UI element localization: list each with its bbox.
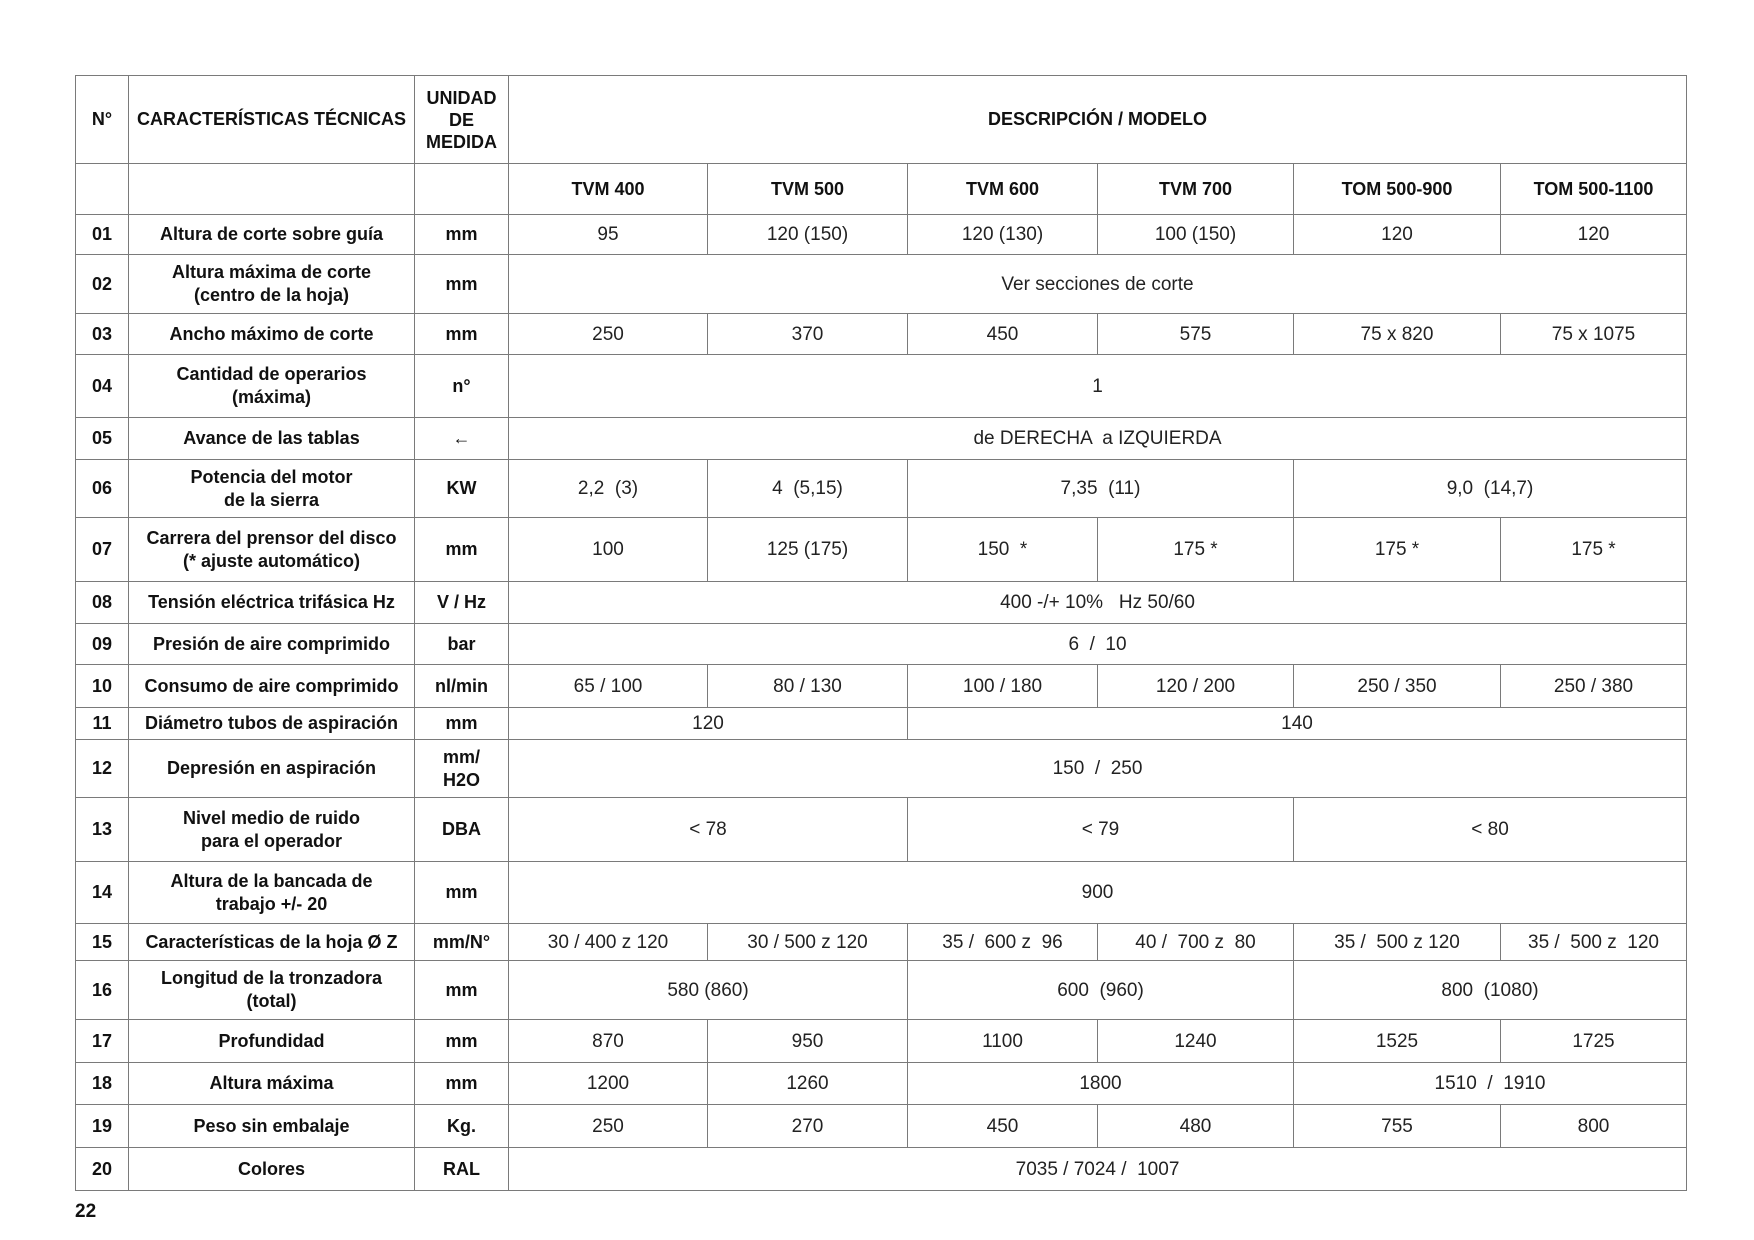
row-value: 95 xyxy=(509,215,708,255)
row-unit xyxy=(415,582,509,624)
spec-row xyxy=(76,314,1687,355)
row-unit xyxy=(415,215,509,255)
row-value: 4 (5,15) xyxy=(708,460,908,518)
spec-row xyxy=(76,740,1687,798)
row-value: 7,35 (11) xyxy=(908,460,1294,518)
header-descripcion: DESCRIPCIÓN / MODELO xyxy=(509,76,1687,164)
row-value: 35 / 500 z 120 xyxy=(1501,924,1687,961)
row-value: 250 / 380 xyxy=(1501,665,1687,708)
row-label-line: Altura máxima xyxy=(209,1073,334,1093)
model-header: TVM 400 xyxy=(509,164,708,215)
row-value: 575 xyxy=(1098,314,1294,355)
row-number: 13 xyxy=(76,798,129,862)
header-unidad-line: DE xyxy=(448,109,474,130)
row-unit xyxy=(415,460,509,518)
row-number: 02 xyxy=(76,255,129,314)
row-label-line: trabajo +/- 20 xyxy=(215,893,328,914)
row-unit-line: H2O xyxy=(442,769,480,790)
row-value: 600 (960) xyxy=(908,961,1294,1020)
header-row xyxy=(76,76,1687,164)
model-header: TVM 600 xyxy=(908,164,1098,215)
row-value: 370 xyxy=(708,314,908,355)
model-header: TVM 700 xyxy=(1098,164,1294,215)
spec-row xyxy=(76,1105,1687,1148)
spec-row xyxy=(76,624,1687,665)
row-label-line: Potencia del motor xyxy=(190,466,353,487)
spec-row xyxy=(76,961,1687,1020)
models-blank-unit xyxy=(415,164,509,215)
header-unidad-line: MEDIDA xyxy=(426,131,497,152)
row-label-line: (máxima) xyxy=(231,387,312,407)
row-value: 480 xyxy=(1098,1105,1294,1148)
page-number: 22 xyxy=(75,1201,97,1222)
models-blank-num xyxy=(76,164,129,215)
row-number: 19 xyxy=(76,1105,129,1148)
row-unit-line: ← xyxy=(452,428,471,448)
row-unit-line: V / Hz xyxy=(436,592,486,612)
row-value: 125 (175) xyxy=(708,518,908,582)
spec-row xyxy=(76,862,1687,924)
row-label-line: Depresión en aspiración xyxy=(166,758,377,778)
row-label xyxy=(129,418,415,460)
row-unit xyxy=(415,314,509,355)
row-value: 140 xyxy=(908,708,1687,740)
row-value: 800 (1080) xyxy=(1294,961,1687,1020)
spec-body xyxy=(76,215,1687,1191)
row-label xyxy=(129,708,415,740)
spec-row xyxy=(76,418,1687,460)
row-number: 20 xyxy=(76,1148,129,1191)
row-unit-line: mm xyxy=(445,713,478,733)
row-label-line: Consumo de aire comprimido xyxy=(144,675,399,696)
spec-row xyxy=(76,355,1687,418)
row-value: 450 xyxy=(908,1105,1098,1148)
spec-row xyxy=(76,255,1687,314)
row-label xyxy=(129,1148,415,1191)
row-number: 06 xyxy=(76,460,129,518)
row-number: 11 xyxy=(76,708,129,740)
row-number: 14 xyxy=(76,862,129,924)
row-value: 100 xyxy=(509,518,708,582)
row-label-line: de la sierra xyxy=(223,489,320,510)
row-value: 755 xyxy=(1294,1105,1501,1148)
row-value: 175 * xyxy=(1501,518,1687,582)
row-label-line: Diámetro tubos de aspiración xyxy=(144,713,399,733)
row-unit xyxy=(415,1063,509,1105)
row-label-line: Avance de las tablas xyxy=(183,428,360,448)
row-label xyxy=(129,798,415,862)
row-unit-line: mm/N° xyxy=(432,931,491,952)
spec-row xyxy=(76,1063,1687,1105)
row-unit-line: bar xyxy=(447,633,476,654)
row-value: 580 (860) xyxy=(509,961,908,1020)
row-value: 250 xyxy=(509,1105,708,1148)
row-label xyxy=(129,624,415,665)
header-caracteristicas: CARACTERÍSTICAS TÉCNICAS xyxy=(129,76,415,164)
row-value: 2,2 (3) xyxy=(509,460,708,518)
row-unit xyxy=(415,355,509,418)
row-unit-line: Kg. xyxy=(447,1115,476,1136)
row-number: 15 xyxy=(76,924,129,961)
spec-row xyxy=(76,924,1687,961)
row-unit xyxy=(415,518,509,582)
row-label-line: Altura máxima de corte xyxy=(171,262,372,282)
row-label xyxy=(129,665,415,708)
row-value: < 79 xyxy=(908,798,1294,862)
row-value: 400 -/+ 10% Hz 50/60 xyxy=(509,582,1687,624)
row-value: 30 / 500 z 120 xyxy=(708,924,908,961)
model-header: TOM 500-900 xyxy=(1294,164,1501,215)
row-value: 1725 xyxy=(1501,1020,1687,1063)
row-label-line: Nivel medio de ruido xyxy=(182,807,361,828)
row-number: 01 xyxy=(76,215,129,255)
spec-row xyxy=(76,518,1687,582)
row-value: 80 / 130 xyxy=(708,665,908,708)
row-label xyxy=(129,215,415,255)
row-number: 09 xyxy=(76,624,129,665)
spec-row xyxy=(76,1148,1687,1191)
row-value: 175 * xyxy=(1294,518,1501,582)
row-unit-line: mm xyxy=(445,273,478,294)
row-value: 150 * xyxy=(908,518,1098,582)
row-value: 6 / 10 xyxy=(509,624,1687,665)
row-label xyxy=(129,924,415,961)
row-value: 100 / 180 xyxy=(908,665,1098,708)
row-value: 1240 xyxy=(1098,1020,1294,1063)
row-number: 05 xyxy=(76,418,129,460)
models-blank-label xyxy=(129,164,415,215)
row-label xyxy=(129,1063,415,1105)
row-value: 35 / 500 z 120 xyxy=(1294,924,1501,961)
row-number: 04 xyxy=(76,355,129,418)
row-value: 75 x 1075 xyxy=(1501,314,1687,355)
models-row xyxy=(76,164,1687,215)
row-unit-line: mm xyxy=(445,882,478,902)
row-label xyxy=(129,355,415,418)
row-label xyxy=(129,740,415,798)
row-label-line: (* ajuste automático) xyxy=(182,550,361,571)
row-unit-line: mm/ xyxy=(442,746,480,767)
row-value: 270 xyxy=(708,1105,908,1148)
model-header: TOM 500-1100 xyxy=(1501,164,1687,215)
row-value: 1510 / 1910 xyxy=(1294,1063,1687,1105)
row-unit xyxy=(415,740,509,798)
row-label-line: Carrera del prensor del disco xyxy=(146,527,397,548)
row-unit-line: mm xyxy=(445,224,478,244)
row-label xyxy=(129,961,415,1020)
row-number: 17 xyxy=(76,1020,129,1063)
row-value: 100 (150) xyxy=(1098,215,1294,255)
row-unit-line: mm xyxy=(445,323,478,344)
row-unit xyxy=(415,418,509,460)
row-unit-line: nl/min xyxy=(435,675,488,696)
row-label-line: Tensión eléctrica trifásica Hz xyxy=(148,592,395,612)
row-unit-line: DBA xyxy=(442,819,481,839)
row-value: 120 (130) xyxy=(908,215,1098,255)
row-label-line: (centro de la hoja) xyxy=(193,285,350,305)
row-label xyxy=(129,255,415,314)
row-label xyxy=(129,460,415,518)
row-label-line: Altura de corte sobre guía xyxy=(159,224,384,244)
row-value: 1200 xyxy=(509,1063,708,1105)
row-unit xyxy=(415,1148,509,1191)
row-value: 9,0 (14,7) xyxy=(1294,460,1687,518)
row-value: 120 xyxy=(509,708,908,740)
row-value: 250 xyxy=(509,314,708,355)
row-value: 900 xyxy=(509,862,1687,924)
spec-row xyxy=(76,665,1687,708)
row-number: 10 xyxy=(76,665,129,708)
spec-row xyxy=(76,582,1687,624)
row-value: 1 xyxy=(509,355,1687,418)
row-value: 120 / 200 xyxy=(1098,665,1294,708)
row-value: 30 / 400 z 120 xyxy=(509,924,708,961)
row-value: < 80 xyxy=(1294,798,1687,862)
row-value: 1525 xyxy=(1294,1020,1501,1063)
row-value: 1800 xyxy=(908,1063,1294,1105)
row-unit xyxy=(415,708,509,740)
spec-row xyxy=(76,708,1687,740)
row-label-line: Cantidad de operarios xyxy=(176,364,367,384)
row-value: de DERECHA a IZQUIERDA xyxy=(509,418,1687,460)
spec-row xyxy=(76,798,1687,862)
row-label xyxy=(129,314,415,355)
row-value: 120 xyxy=(1294,215,1501,255)
row-unit xyxy=(415,924,509,961)
header-unidad xyxy=(415,76,509,164)
row-label xyxy=(129,862,415,924)
row-number: 08 xyxy=(76,582,129,624)
row-number: 12 xyxy=(76,740,129,798)
row-label-line: Peso sin embalaje xyxy=(193,1115,350,1136)
row-label-line: Características de la hoja Ø Z xyxy=(145,931,398,952)
row-value: 120 xyxy=(1501,215,1687,255)
row-value: 35 / 600 z 96 xyxy=(908,924,1098,961)
row-label-line: Colores xyxy=(237,1158,306,1179)
row-label-line: Ancho máximo de corte xyxy=(169,323,374,344)
row-unit-line: KW xyxy=(446,478,477,498)
spec-row xyxy=(76,215,1687,255)
row-unit xyxy=(415,624,509,665)
row-number: 16 xyxy=(76,961,129,1020)
row-label-line: Presión de aire comprimido xyxy=(152,633,391,654)
row-value: 1100 xyxy=(908,1020,1098,1063)
row-value: 250 / 350 xyxy=(1294,665,1501,708)
row-value: 175 * xyxy=(1098,518,1294,582)
header-unidad-line: UNIDAD xyxy=(426,87,497,108)
row-value: < 78 xyxy=(509,798,908,862)
row-label xyxy=(129,1020,415,1063)
row-unit xyxy=(415,1105,509,1148)
row-unit-line: n° xyxy=(452,375,471,396)
row-unit-line: mm xyxy=(445,539,478,559)
model-header: TVM 500 xyxy=(708,164,908,215)
row-value: 65 / 100 xyxy=(509,665,708,708)
spec-row xyxy=(76,1020,1687,1063)
row-label xyxy=(129,518,415,582)
row-unit-line: mm xyxy=(445,1030,478,1051)
row-value: 120 (150) xyxy=(708,215,908,255)
row-value: 800 xyxy=(1501,1105,1687,1148)
row-label-line: Profundidad xyxy=(218,1030,325,1051)
row-label-line: Longitud de la tronzadora xyxy=(161,968,382,988)
row-label xyxy=(129,582,415,624)
row-value: 450 xyxy=(908,314,1098,355)
row-unit xyxy=(415,255,509,314)
row-value: 75 x 820 xyxy=(1294,314,1501,355)
row-value: 1260 xyxy=(708,1063,908,1105)
row-value: 150 / 250 xyxy=(509,740,1687,798)
row-number: 18 xyxy=(76,1063,129,1105)
row-unit xyxy=(415,862,509,924)
row-label-line: (total) xyxy=(246,991,297,1011)
row-value: 7035 / 7024 / 1007 xyxy=(509,1148,1687,1191)
row-unit-line: mm xyxy=(445,979,478,1000)
row-number: 07 xyxy=(76,518,129,582)
row-value: 950 xyxy=(708,1020,908,1063)
row-unit xyxy=(415,665,509,708)
row-value: 40 / 700 z 80 xyxy=(1098,924,1294,961)
header-num: N° xyxy=(76,76,129,164)
row-unit-line: mm xyxy=(445,1073,478,1093)
row-label xyxy=(129,1105,415,1148)
row-label-line: para el operador xyxy=(200,830,343,851)
row-value: Ver secciones de corte xyxy=(509,255,1687,314)
row-unit-line: RAL xyxy=(443,1158,480,1179)
row-unit xyxy=(415,798,509,862)
spec-table xyxy=(75,75,1687,1191)
row-unit xyxy=(415,1020,509,1063)
row-number: 03 xyxy=(76,314,129,355)
row-unit xyxy=(415,961,509,1020)
row-value: 870 xyxy=(509,1020,708,1063)
spec-row xyxy=(76,460,1687,518)
row-label-line: Altura de la bancada de xyxy=(170,870,373,891)
